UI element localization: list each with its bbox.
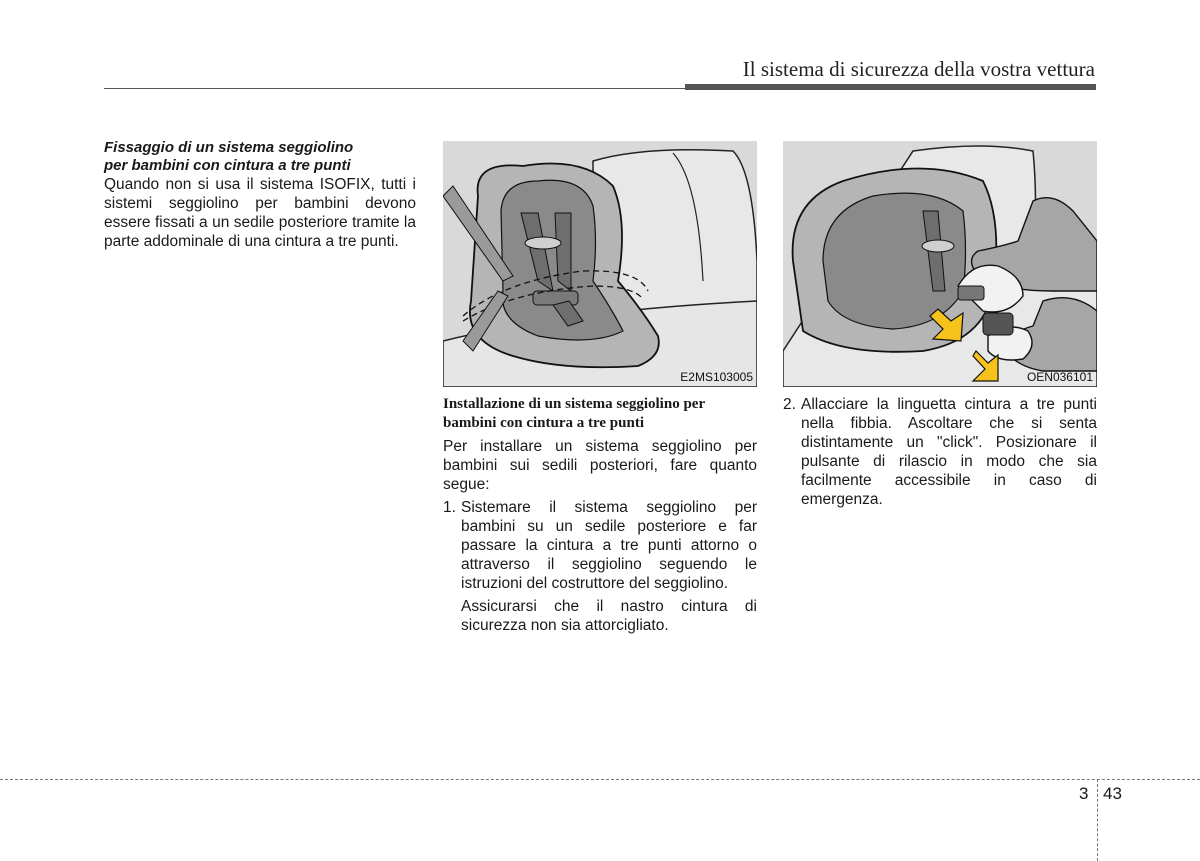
- figure-child-seat-lap-belt: [443, 141, 757, 387]
- subheading-line-1: Fissaggio di un sistema seggiolino: [104, 139, 354, 156]
- middle-column: [443, 395, 757, 651]
- step-1-text: Sistemare il sistema seggiolino per bambini su un sedile posteriore e far passare la cintura a tre punti attorno o attraverso il seggiolino seguendo le istruzioni del costruttore del seggiolino.: [461, 499, 757, 592]
- step-1-note: Assicurarsi che il nastro cintura di sicurezza non sia attorcigliato.: [461, 598, 757, 634]
- step-1: [443, 498, 757, 593]
- step-1-number: 1.: [443, 499, 456, 516]
- figure-code-right: OEN036101: [1026, 370, 1093, 384]
- footer-divider: [1097, 779, 1098, 861]
- figure-code-left: E2MS103005: [680, 370, 753, 384]
- child-seat-illustration: [443, 141, 757, 387]
- footer-rule: [0, 779, 1200, 780]
- header-rule-accent: [685, 84, 1096, 90]
- section-header-title: Il sistema di sicurezza della vostra vettura: [742, 57, 1095, 81]
- step-2: [783, 395, 1097, 509]
- figure-caption: Installazione di un sistema seggiolino per bambini con cintura a tre punti: [443, 396, 705, 431]
- step-2-text: Allacciare la linguetta cintura a tre punti nella fibbia. Ascoltare che si senta distintamente un "click". Posizionare il pulsante di rilascio in modo che sia facilmente accessibile in caso di emergenza.: [801, 396, 1097, 508]
- figure-buckle-belt: [783, 141, 1097, 387]
- intro-paragraph: Quando non si usa il sistema ISOFIX, tutti i sistemi seggiolino per bambini devono essere fissati a un sedile posteriore tramite la parte addominale di una cintura a tre punti.: [104, 176, 416, 250]
- page-number: 43: [1103, 784, 1122, 803]
- step-2-number: 2.: [783, 396, 796, 413]
- chapter-number: 3: [1079, 784, 1089, 803]
- install-intro: Per installare un sistema seggiolino per bambini sui sedili posteriori, fare quanto segue:: [443, 438, 757, 493]
- right-column: [783, 395, 1097, 509]
- left-column: [104, 139, 416, 251]
- buckle-illustration: [783, 141, 1097, 387]
- subheading-line-2: per bambini con cintura a tre punti: [104, 157, 351, 174]
